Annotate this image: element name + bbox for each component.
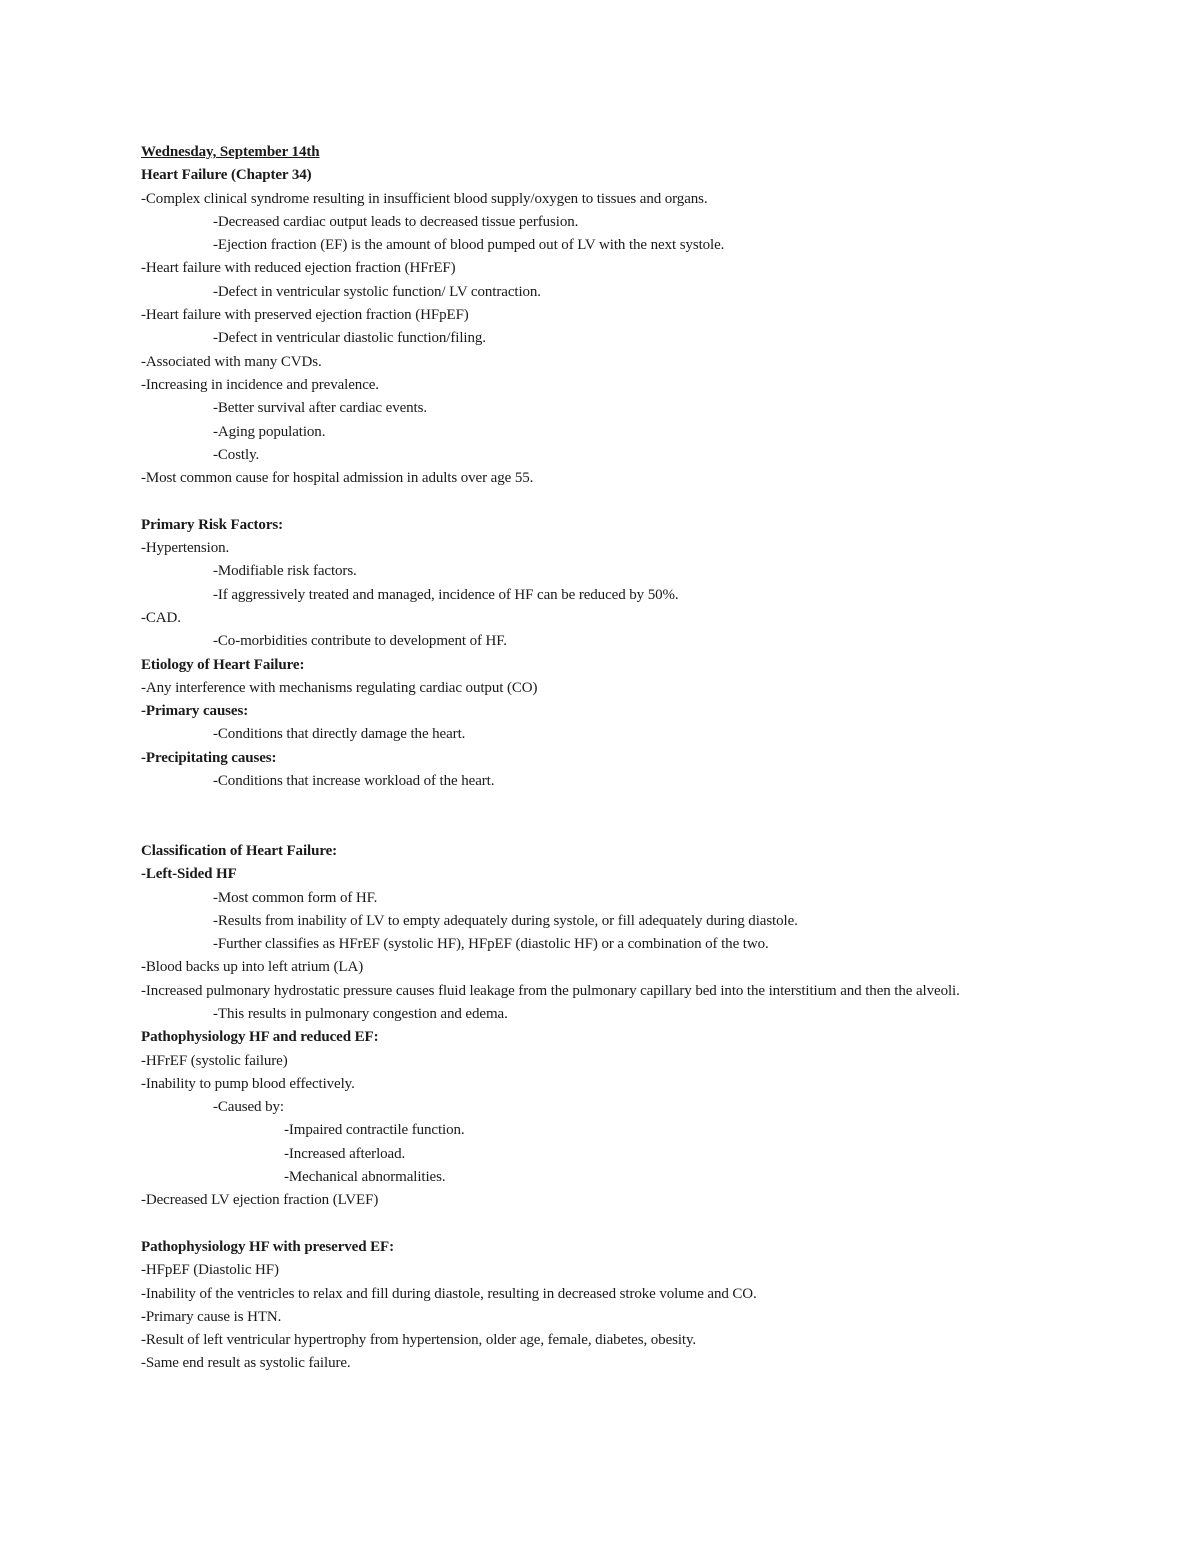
indented-bullet-line: -Mechanical abnormalities. [284,1169,446,1186]
indented-bullet-line: -Impaired contractile function. [284,1122,465,1139]
bullet-line: -HFpEF (Diastolic HF) [141,1262,279,1279]
indented-bullet-line: -Conditions that increase workload of the heart. [213,773,495,790]
blank-line [141,817,1051,840]
bullet-line: -Hypertension. [141,540,230,557]
section-heading: Primary Risk Factors: [141,516,284,533]
indented-bullet-line: -Modifiable risk factors. [213,563,357,580]
bullet-line: -Any interference with mechanisms regulating cardiac output (CO) [141,679,538,696]
section-heading: Pathophysiology HF with preserved EF: [141,1238,394,1255]
indented-bullet-line: -Decreased cardiac output leads to decreased tissue perfusion. [213,213,579,230]
bullet-line: -CAD. [141,609,181,626]
blank-line [141,793,1051,816]
section-heading: -Left-Sided HF [141,866,237,883]
document-body [141,141,1051,1376]
indented-bullet-line: -Costly. [213,446,260,463]
bullet-line: -Primary cause is HTN. [141,1308,282,1325]
section-heading: Classification of Heart Failure: [141,842,338,859]
indented-bullet-line: -Defect in ventricular systolic function/ LV contraction. [213,283,541,300]
bullet-line: -Same end result as systolic failure. [141,1355,351,1372]
section-heading: Heart Failure (Chapter 34) [141,167,312,184]
indented-bullet-line: -Better survival after cardiac events. [213,400,428,417]
section-heading: Etiology of Heart Failure: [141,656,305,673]
bullet-line: -Heart failure with reduced ejection fraction (HFrEF) [141,260,456,277]
indented-bullet-line: -Caused by: [213,1099,284,1116]
indented-bullet-line: -Defect in ventricular diastolic function/filing. [213,330,486,347]
indented-bullet-line: -Aging population. [213,423,326,440]
indented-bullet-line: -Co-morbidities contribute to development of HF. [213,633,507,650]
indented-bullet-line: -Conditions that directly damage the heart. [213,726,466,743]
bullet-line: -Increasing in incidence and prevalence. [141,376,379,393]
bullet-line: -Blood backs up into left atrium (LA) [141,959,364,976]
indented-bullet-line: -Ejection fraction (EF) is the amount of blood pumped out of LV with the next systole. [213,237,725,254]
bullet-line: -Decreased LV ejection fraction (LVEF) [141,1192,379,1209]
indented-bullet-line: -Further classifies as HFrEF (systolic HF), HFpEF (diastolic HF) or a combination of the two. [213,936,769,953]
indented-bullet-line: -Results from inability of LV to empty adequately during systole, or fill adequately during diastole. [213,912,798,929]
indented-bullet-line: -This results in pulmonary congestion and edema. [213,1005,508,1022]
document-date-heading: Wednesday, September 14th [141,144,320,160]
bullet-line: -Inability of the ventricles to relax and fill during diastole, resulting in decreased stroke volume and CO. [141,1285,757,1302]
section-heading: -Precipitating causes: [141,749,277,766]
indented-bullet-line: -Increased afterload. [284,1145,406,1162]
indented-bullet-line: -If aggressively treated and managed, incidence of HF can be reduced by 50%. [213,586,679,603]
bullet-line: -HFrEF (systolic failure) [141,1052,288,1069]
section-heading: -Primary causes: [141,703,249,720]
indented-bullet-line: -Most common form of HF. [213,889,378,906]
bullet-line: -Most common cause for hospital admission in adults over age 55. [141,470,534,487]
bullet-line: -Result of left ventricular hypertrophy from hypertension, older age, female, diabetes, obesity. [141,1332,697,1349]
section-heading: Pathophysiology HF and reduced EF: [141,1029,379,1046]
blank-line [141,1213,1051,1236]
bullet-line: -Complex clinical syndrome resulting in insufficient blood supply/oxygen to tissues and organs. [141,190,708,207]
bullet-line: -Associated with many CVDs. [141,353,322,370]
bullet-line: -Heart failure with preserved ejection fraction (HFpEF) [141,307,469,324]
blank-line [141,490,1051,513]
bullet-line: -Inability to pump blood effectively. [141,1075,355,1092]
bullet-line: -Increased pulmonary hydrostatic pressure causes fluid leakage from the pulmonary capillary bed into the interstitium and then the alveoli. [141,982,960,999]
